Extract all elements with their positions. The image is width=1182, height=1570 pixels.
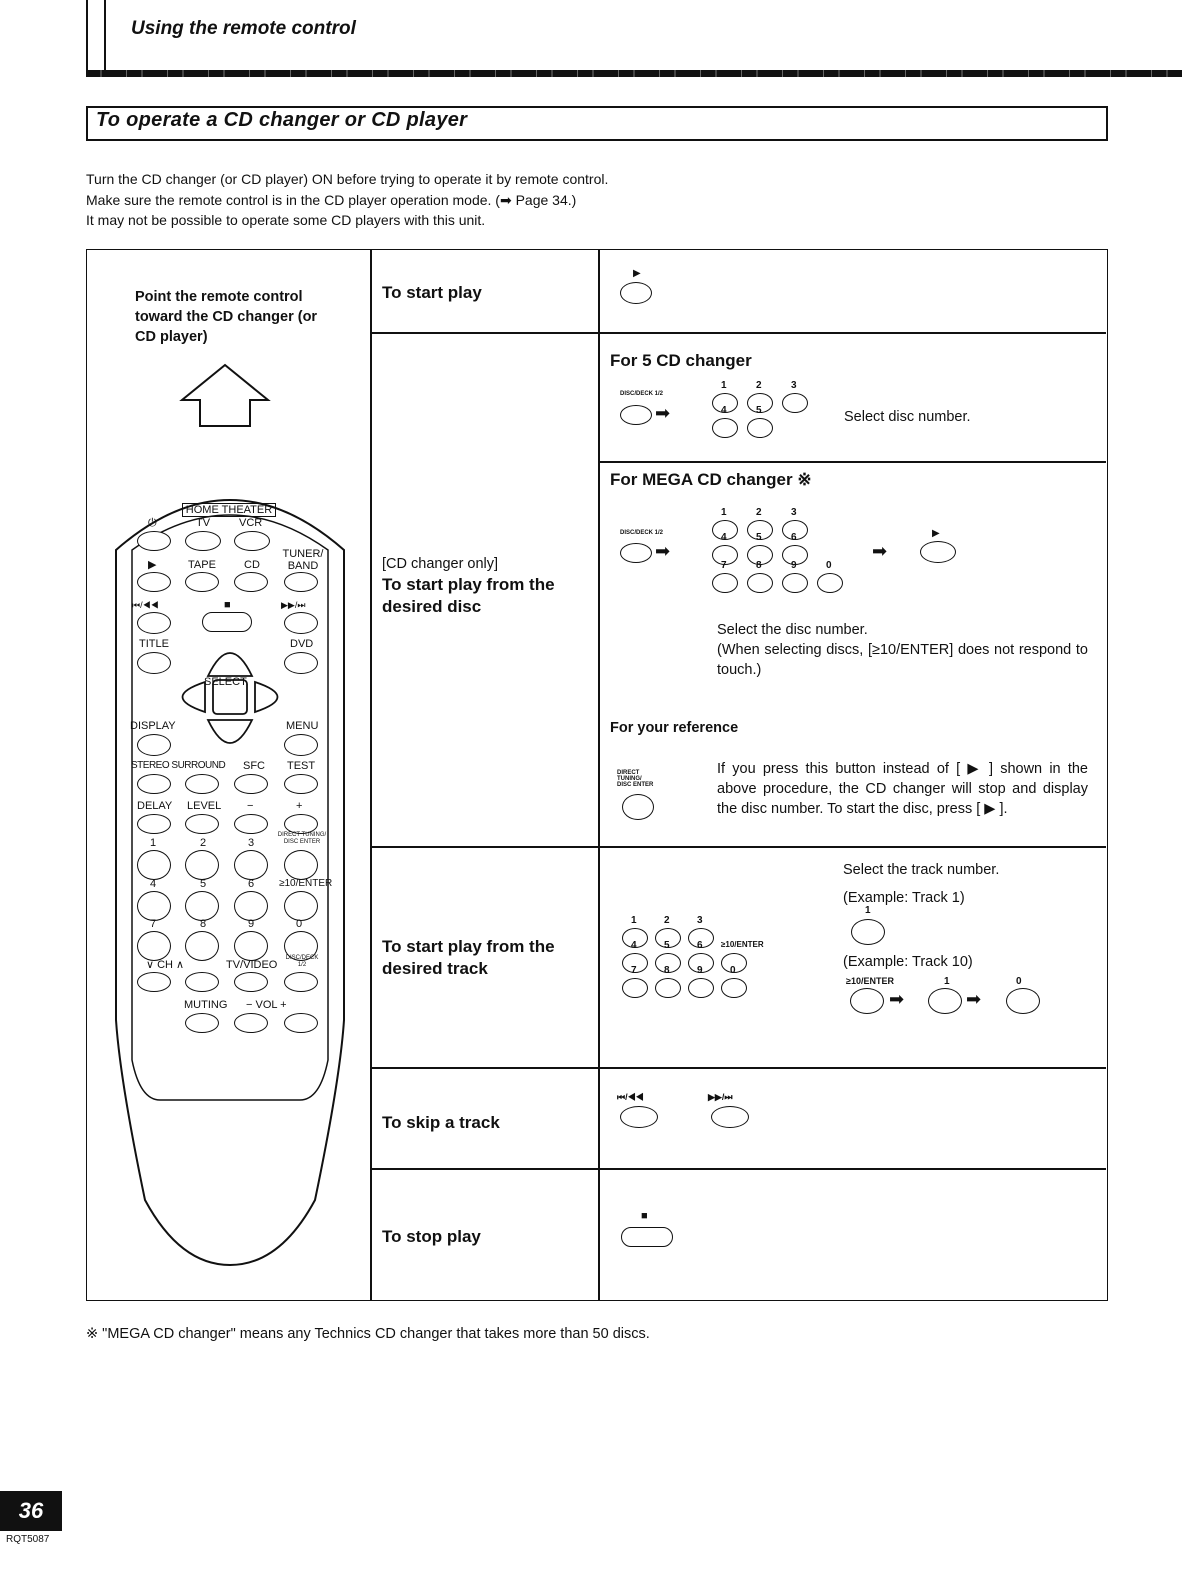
- vcr-button[interactable]: [234, 531, 270, 551]
- next-button: [711, 1106, 749, 1128]
- num-label: 3: [697, 915, 703, 926]
- num-button: [817, 573, 843, 593]
- disc-deck-button: [620, 543, 652, 563]
- ch-down-button[interactable]: [137, 972, 171, 992]
- vol-label: − VOL +: [246, 999, 287, 1011]
- row-divider: [370, 846, 1106, 848]
- next-icon: ▶▶/⏭: [281, 600, 306, 610]
- num-button: [782, 573, 808, 593]
- ge10-enter-button: [850, 988, 884, 1014]
- arrow-right-icon: ➡: [889, 989, 905, 1009]
- num-button: [747, 418, 773, 438]
- num-0-label: 0: [1016, 976, 1022, 987]
- reference-heading: For your reference: [610, 720, 739, 736]
- prev-icon: ⏮/◀◀: [132, 600, 159, 610]
- home-theater-label: HOME THEATER: [182, 503, 276, 517]
- ge10-enter-label: ≥10/ENTER: [279, 878, 333, 889]
- row-divider: [598, 461, 1106, 463]
- num-0-label: 0: [296, 918, 303, 930]
- disc-deck-label: DISC/DECK 1/2: [620, 391, 664, 397]
- start-play-label: To start play: [382, 283, 482, 302]
- num-9-button[interactable]: [234, 931, 268, 961]
- power-icon: ⏻: [148, 517, 157, 529]
- num-7-button[interactable]: [137, 931, 171, 961]
- page-number: 36: [0, 1491, 62, 1531]
- num-label: 1: [721, 380, 727, 391]
- select-disc-number-note: Select the disc number.: [717, 622, 868, 638]
- tape-label: TAPE: [188, 559, 216, 571]
- num-5-label: 5: [200, 878, 207, 890]
- num-label: 3: [791, 507, 797, 518]
- point-remote-text: Point the remote control toward the CD changer (or CD player): [135, 289, 318, 345]
- delay-label: DELAY: [137, 800, 173, 812]
- select-track-note: Select the track number.: [843, 862, 1000, 878]
- row-divider: [370, 1168, 1106, 1170]
- mega-cd-heading: For MEGA CD changer ※: [610, 470, 812, 489]
- sfc-label: SFC: [243, 760, 265, 772]
- enter-note: (When selecting discs, [≥10/ENTER] does not respond to touch.): [717, 642, 1088, 678]
- tape-button[interactable]: [185, 572, 219, 592]
- direct-tuning-button: [622, 794, 654, 820]
- stereo-button[interactable]: [137, 774, 171, 794]
- num-6-button[interactable]: [234, 891, 268, 921]
- num-button: [721, 978, 747, 998]
- skip-track-label: To skip a track: [382, 1113, 500, 1132]
- muting-label: MUTING: [184, 999, 228, 1011]
- vcr-label: VCR: [239, 517, 263, 529]
- up-arrow-icon: [180, 364, 270, 428]
- arrow-right-icon: ➡: [966, 989, 982, 1009]
- intro-line-1: Turn the CD changer (or CD player) ON before trying to operate it by remote control.: [86, 171, 609, 187]
- dvd-label: DVD: [290, 638, 314, 650]
- play-button: [920, 541, 956, 563]
- num-8-label: 8: [200, 918, 207, 930]
- tv-video-button[interactable]: [234, 972, 268, 992]
- num-8-button[interactable]: [185, 931, 219, 961]
- intro-line-2: Make sure the remote control is in the CD player operation mode. (➡ Page 34.): [86, 192, 577, 208]
- num-0-button: [1006, 988, 1040, 1014]
- play-icon: ▶: [633, 268, 641, 279]
- num-label: 0: [826, 560, 832, 571]
- num-1-button[interactable]: [137, 850, 171, 880]
- example-track-1: (Example: Track 1): [843, 890, 965, 906]
- tv-button[interactable]: [185, 531, 221, 551]
- menu-button[interactable]: [284, 734, 318, 756]
- stop-icon: ■: [224, 599, 231, 611]
- display-label: DISPLAY: [130, 720, 176, 732]
- num-button: [747, 573, 773, 593]
- num-label: 3: [791, 380, 797, 391]
- table-divider: [598, 249, 600, 1300]
- example-track-10: (Example: Track 10): [843, 954, 973, 970]
- num-label: 2: [756, 507, 762, 518]
- num-label: 9: [791, 560, 797, 571]
- tv-label: TV: [196, 517, 211, 529]
- play-button[interactable]: [137, 572, 171, 592]
- menu-label: MENU: [286, 720, 319, 732]
- num-label: ≥10/ENTER: [721, 940, 764, 949]
- header-rule-left: [86, 0, 88, 76]
- cd-changer-only-text: [CD changer only]: [382, 556, 499, 572]
- play-icon: ▶: [148, 559, 157, 571]
- surround-button[interactable]: [185, 774, 219, 794]
- cd-label: CD: [244, 559, 260, 571]
- tuner-band-label: TUNER/ BAND: [282, 548, 324, 572]
- num-label: 2: [756, 380, 762, 391]
- header-band: [86, 70, 1182, 77]
- arrow-right-icon: ➡: [655, 541, 671, 561]
- power-button[interactable]: [137, 531, 171, 551]
- section-title: To operate a CD changer or CD player: [96, 109, 468, 131]
- num-label: 1: [721, 507, 727, 518]
- num-9-label: 9: [248, 918, 255, 930]
- ch-label: ∨ CH ∧: [146, 959, 185, 971]
- num-button: [622, 978, 648, 998]
- ge10-enter-button[interactable]: [284, 891, 318, 921]
- num-1-button: [851, 919, 885, 945]
- d-pad[interactable]: [160, 640, 300, 760]
- num-label: 4: [721, 405, 727, 416]
- reference-text: If you press this button instead of [ ▶ ] shown in the above procedure, the CD changer will stop and display the disc number. To start the disc, press [ ▶ ].: [717, 761, 1088, 817]
- num-label: 5: [756, 532, 762, 543]
- header-rule-right: [104, 0, 106, 76]
- test-label: TEST: [287, 760, 316, 772]
- ch-up-button[interactable]: [185, 972, 219, 992]
- disc-deck-button: [620, 405, 652, 425]
- stereo-surround-label: STEREO SURROUND: [131, 760, 226, 771]
- num-4-button[interactable]: [137, 891, 171, 921]
- disc-deck-label: DISC/DECK 1/2: [620, 530, 664, 536]
- level-button[interactable]: [185, 814, 219, 834]
- footnote: ※ "MEGA CD changer" means any Technics CD changer that takes more than 50 discs.: [86, 1326, 650, 1342]
- num-button: [712, 418, 738, 438]
- num-2-label: 2: [200, 837, 207, 849]
- num-button: [655, 978, 681, 998]
- num-label: 2: [664, 915, 670, 926]
- delay-button[interactable]: [137, 814, 171, 834]
- play-icon: ▶: [932, 528, 940, 539]
- direct-tuning-button[interactable]: [284, 850, 318, 880]
- next-button[interactable]: [284, 612, 318, 634]
- row-divider: [370, 1067, 1106, 1069]
- num-label: 6: [697, 940, 703, 951]
- stop-button: [621, 1227, 673, 1247]
- intro-line-3: It may not be possible to operate some CD players with this unit.: [86, 212, 486, 228]
- stop-play-label: To stop play: [382, 1227, 481, 1246]
- row-divider: [370, 332, 1106, 334]
- prev-button[interactable]: [137, 612, 171, 634]
- num-label: 5: [664, 940, 670, 951]
- num-label: 6: [791, 532, 797, 543]
- stop-icon: ■: [641, 1210, 648, 1222]
- prev-button: [620, 1106, 658, 1128]
- page-header-title: Using the remote control: [131, 18, 356, 39]
- vol-down-button[interactable]: [234, 1013, 268, 1033]
- num-button: [688, 978, 714, 998]
- num-3-label: 3: [248, 837, 255, 849]
- minus-label: −: [247, 800, 254, 812]
- sfc-button[interactable]: [234, 774, 268, 794]
- arrow-right-icon: ➡: [872, 541, 888, 561]
- prev-icon: ⏮/◀◀: [617, 1092, 644, 1102]
- plus-label: +: [296, 800, 303, 812]
- num-3-button[interactable]: [234, 850, 268, 880]
- muting-button[interactable]: [185, 1013, 219, 1033]
- plus-button[interactable]: [284, 814, 318, 834]
- select-label: SELECT: [204, 676, 247, 688]
- next-icon: ▶▶/⏭: [708, 1092, 733, 1102]
- title-label: TITLE: [139, 638, 169, 650]
- num-5-button[interactable]: [185, 891, 219, 921]
- num-label: 8: [664, 965, 670, 976]
- tv-video-label: TV/VIDEO: [226, 959, 278, 971]
- arrow-right-icon: ➡: [655, 403, 671, 423]
- num-label: 9: [697, 965, 703, 976]
- num-label: 7: [631, 965, 637, 976]
- five-cd-heading: For 5 CD changer: [610, 351, 752, 370]
- minus-button[interactable]: [234, 814, 268, 834]
- stop-button[interactable]: [202, 612, 252, 632]
- tuner-band-button[interactable]: [284, 572, 318, 592]
- model-code: RQT5087: [6, 1534, 50, 1545]
- num-label: 5: [756, 405, 762, 416]
- level-label: LEVEL: [187, 800, 222, 812]
- num-label: 4: [721, 532, 727, 543]
- disc-deck-label: DISC/DECK 1/2: [285, 955, 319, 968]
- direct-tuning-label: DIRECT TUNING/ DISC ENTER: [277, 832, 327, 845]
- num-6-label: 6: [248, 878, 255, 890]
- num-label: 1: [631, 915, 637, 926]
- num-button: [782, 393, 808, 413]
- num-4-label: 4: [150, 878, 157, 890]
- ge10-enter-label: ≥10/ENTER: [846, 976, 894, 986]
- disc-deck-button[interactable]: [284, 972, 318, 992]
- num-button: [712, 573, 738, 593]
- display-button[interactable]: [137, 734, 171, 756]
- num-label: 7: [721, 560, 727, 571]
- table-divider: [370, 249, 372, 1300]
- num-1-label: 1: [150, 837, 157, 849]
- play-button: [620, 282, 652, 304]
- num-1-label: 1: [865, 905, 871, 916]
- num-1-button: [928, 988, 962, 1014]
- num-label: 4: [631, 940, 637, 951]
- num-label: 0: [730, 965, 736, 976]
- num-2-button[interactable]: [185, 850, 219, 880]
- num-7-label: 7: [150, 918, 157, 930]
- select-disc-note: Select disc number.: [844, 409, 971, 425]
- start-play-track-label: To start play from the desired track: [382, 937, 555, 978]
- cd-button[interactable]: [234, 572, 268, 592]
- num-1-label: 1: [944, 976, 950, 987]
- vol-up-button[interactable]: [284, 1013, 318, 1033]
- start-play-disc-label: To start play from the desired disc: [382, 575, 555, 616]
- direct-tuning-label: DIRECT TUNING/ DISC ENTER: [617, 770, 654, 788]
- test-button[interactable]: [284, 774, 318, 794]
- num-label: 8: [756, 560, 762, 571]
